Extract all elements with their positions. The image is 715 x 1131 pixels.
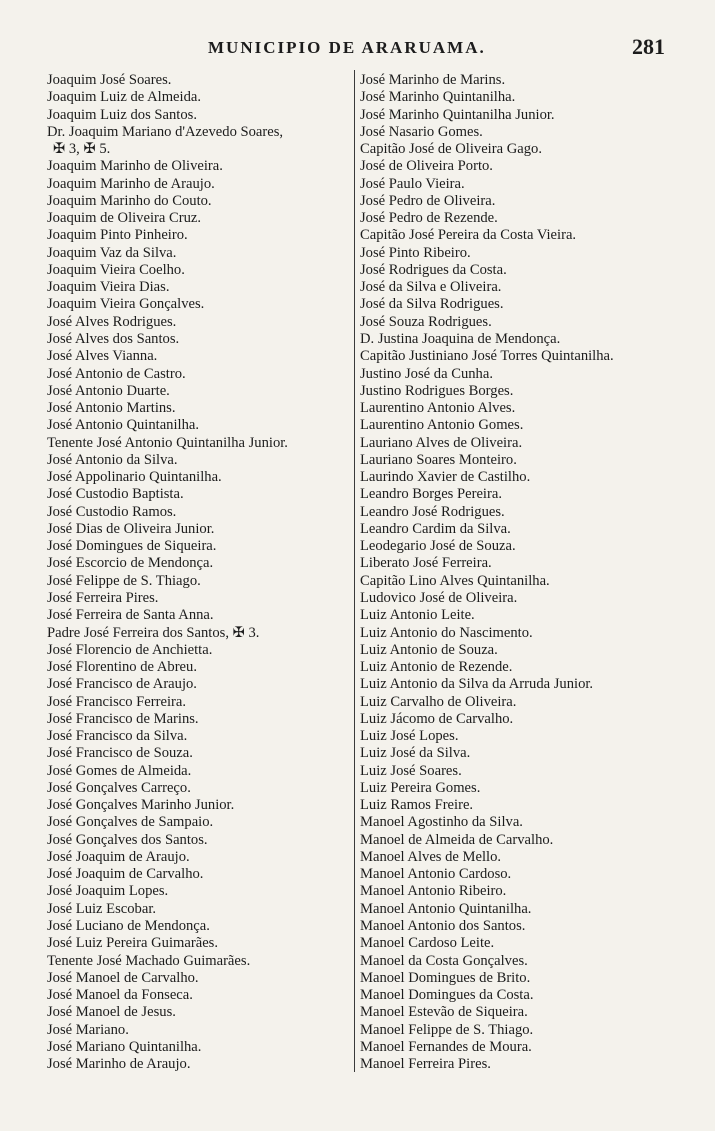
name-entry: José Gomes de Almeida. bbox=[47, 762, 192, 779]
name-entry: José Antonio Duarte. bbox=[47, 382, 170, 399]
page-title: MUNICIPIO DE ARARUAMA. bbox=[208, 38, 486, 57]
name-entry: Joaquim Marinho de Araujo. bbox=[47, 175, 215, 192]
name-entry: Capitão José de Oliveira Gago. bbox=[360, 141, 542, 158]
name-entry: José Florentino de Abreu. bbox=[47, 659, 197, 676]
name-entry: José Gonçalves dos Santos. bbox=[47, 831, 208, 848]
name-entry: Manoel de Almeida de Carvalho. bbox=[360, 831, 554, 848]
name-entry: José Manoel de Jesus. bbox=[47, 1004, 176, 1021]
name-entry: José Marinho Quintanilha Junior. bbox=[360, 106, 555, 123]
name-entry: Luiz José Soares. bbox=[360, 762, 462, 779]
name-entry: José Joaquim Lopes. bbox=[47, 883, 169, 900]
name-entry: José Alves Vianna. bbox=[47, 348, 158, 365]
name-entry: Joaquim Vieira Gonçalves. bbox=[47, 296, 205, 313]
name-entry: Manoel Agostinho da Silva. bbox=[360, 814, 523, 831]
name-entry: José Marinho de Marins. bbox=[360, 72, 506, 88]
name-entry: José Joaquim de Araujo. bbox=[47, 848, 190, 865]
name-entry: Luiz Antonio de Souza. bbox=[360, 641, 498, 658]
name-entry: Laurentino Antonio Gomes. bbox=[360, 417, 524, 434]
name-entry: Manoel Ferreira Pires. bbox=[360, 1056, 491, 1073]
name-entry: José Pinto Ribeiro. bbox=[360, 244, 471, 261]
name-entry: Liberato José Ferreira. bbox=[360, 555, 492, 572]
name-entry: Joaquim Vieira Dias. bbox=[47, 279, 170, 296]
name-entry: Manoel Antonio dos Santos. bbox=[360, 918, 526, 935]
name-entry: Laurindo Xavier de Castilho. bbox=[360, 469, 531, 486]
name-entry: Joaquim Marinho do Couto. bbox=[47, 192, 212, 209]
name-entry: José Gonçalves Marinho Junior. bbox=[47, 797, 235, 814]
name-entry: Manoel da Costa Gonçalves. bbox=[360, 952, 528, 969]
name-entry: Luiz Antonio Leite. bbox=[360, 607, 475, 624]
name-entry: Justino Rodrigues Borges. bbox=[360, 382, 514, 399]
name-entry: José Nasario Gomes. bbox=[360, 123, 483, 140]
name-entry: José Mariano. bbox=[47, 1021, 129, 1038]
name-entry: José Pedro de Oliveira. bbox=[360, 192, 496, 209]
name-entry: Luiz Antonio da Silva da Arruda Junior. bbox=[360, 676, 594, 693]
name-entry: José Pedro de Rezende. bbox=[360, 210, 498, 227]
name-entry: José Antonio da Silva. bbox=[47, 451, 178, 468]
name-entry: Luiz Jácomo de Carvalho. bbox=[360, 710, 514, 727]
name-entry: José Francisco de Araujo. bbox=[47, 676, 197, 693]
name-entry: José Marinho de Araujo. bbox=[47, 1056, 191, 1073]
name-entry: José Alves dos Santos. bbox=[47, 330, 180, 347]
name-entry: Leandro José Rodrigues. bbox=[360, 503, 505, 520]
name-entry: Joaquim Vaz da Silva. bbox=[47, 244, 177, 261]
name-entry: Manoel Antonio Ribeiro. bbox=[360, 883, 507, 900]
column-divider bbox=[354, 70, 355, 1072]
name-entry: Manoel Antonio Quintanilha. bbox=[360, 900, 532, 917]
name-entry: José Felippe de S. Thiago. bbox=[47, 572, 201, 589]
name-entry: José da Silva Rodrigues. bbox=[360, 296, 504, 313]
name-entry: Manoel Alves de Mello. bbox=[360, 848, 502, 865]
name-entry: Luiz Ramos Freire. bbox=[360, 797, 474, 814]
name-entry: José Ferreira de Santa Anna. bbox=[47, 607, 214, 624]
name-entry: Manoel Estevão de Siqueira. bbox=[360, 1004, 528, 1021]
right-name-column bbox=[360, 72, 680, 1073]
name-entry: ✠ 3, ✠ 5. bbox=[53, 141, 111, 158]
left-name-column bbox=[47, 72, 352, 1073]
name-entry: José Luiz Escobar. bbox=[47, 900, 157, 917]
name-entry: Luiz José da Silva. bbox=[360, 745, 471, 762]
name-entry: José Francisco da Silva. bbox=[47, 728, 188, 745]
name-entry: José da Silva e Oliveira. bbox=[360, 279, 502, 296]
name-entry: José Custodio Ramos. bbox=[47, 503, 177, 520]
name-entry: Capitão José Pereira da Costa Vieira. bbox=[360, 227, 577, 244]
name-entry: Lauriano Soares Monteiro. bbox=[360, 451, 517, 468]
name-entry: José Luciano de Mendonça. bbox=[47, 918, 210, 935]
name-entry: José Custodio Baptista. bbox=[47, 486, 184, 503]
name-entry: José Gonçalves de Sampaio. bbox=[47, 814, 214, 831]
name-entry: Luiz Pereira Gomes. bbox=[360, 779, 481, 796]
name-entry: José Rodrigues da Costa. bbox=[360, 261, 507, 278]
name-entry: José Joaquim de Carvalho. bbox=[47, 866, 204, 883]
name-entry: Manoel Domingues da Costa. bbox=[360, 987, 534, 1004]
name-entry: Manoel Fernandes de Moura. bbox=[360, 1038, 532, 1055]
name-entry: Padre José Ferreira dos Santos, ✠ 3. bbox=[47, 624, 260, 641]
name-entry: Capitão Lino Alves Quintanilha. bbox=[360, 572, 550, 589]
name-entry: Luiz Antonio do Nascimento. bbox=[360, 624, 533, 641]
name-entry: Justino José da Cunha. bbox=[360, 365, 493, 382]
name-entry: Leandro Borges Pereira. bbox=[360, 486, 502, 503]
name-entry: Luiz Carvalho de Oliveira. bbox=[360, 693, 517, 710]
page-number: 281 bbox=[632, 34, 665, 59]
name-entry: José Appolinario Quintanilha. bbox=[47, 469, 222, 486]
name-entry: Joaquim José Soares. bbox=[47, 72, 172, 88]
name-entry: José Mariano Quintanilha. bbox=[47, 1038, 202, 1055]
name-entry: José Alves Rodrigues. bbox=[47, 313, 177, 330]
name-entry: Luiz Antonio de Rezende. bbox=[360, 659, 513, 676]
name-entry: José Francisco de Souza. bbox=[47, 745, 193, 762]
name-entry: José Manoel da Fonseca. bbox=[47, 987, 193, 1004]
name-entry: José Gonçalves Carreço. bbox=[47, 779, 191, 796]
name-entry: José Antonio de Castro. bbox=[47, 365, 186, 382]
name-entry: José Manoel de Carvalho. bbox=[47, 969, 199, 986]
name-entry: D. Justina Joaquina de Mendonça. bbox=[360, 330, 561, 347]
name-entry: Joaquim Luiz de Almeida. bbox=[47, 89, 202, 106]
name-entry: Joaquim Luiz dos Santos. bbox=[47, 106, 197, 123]
name-entry: José Ferreira Pires. bbox=[47, 589, 159, 606]
name-entry: José Domingues de Siqueira. bbox=[47, 538, 217, 555]
name-entry: Luiz José Lopes. bbox=[360, 728, 459, 745]
name-entry: Tenente José Machado Guimarães. bbox=[47, 952, 251, 969]
page-header bbox=[0, 34, 715, 66]
name-entry: José Dias de Oliveira Junior. bbox=[47, 520, 215, 537]
name-entry: José Escorcio de Mendonça. bbox=[47, 555, 214, 572]
name-entry: Joaquim Pinto Pinheiro. bbox=[47, 227, 188, 244]
name-entry: Manoel Cardoso Leite. bbox=[360, 935, 495, 952]
name-entry: Joaquim Vieira Coelho. bbox=[47, 261, 185, 278]
name-entry: Manoel Felippe de S. Thiago. bbox=[360, 1021, 534, 1038]
name-entry: José Paulo Vieira. bbox=[360, 175, 465, 192]
name-entry: Joaquim Marinho de Oliveira. bbox=[47, 158, 223, 175]
name-entry: José Marinho Quintanilha. bbox=[360, 89, 516, 106]
name-entry: José Luiz Pereira Guimarães. bbox=[47, 935, 219, 952]
name-entry: José Souza Rodrigues. bbox=[360, 313, 492, 330]
name-entry: Manoel Domingues de Brito. bbox=[360, 969, 531, 986]
name-entry: Dr. Joaquim Mariano d'Azevedo Soares, bbox=[47, 123, 284, 140]
name-entry: José Florencio de Anchietta. bbox=[47, 641, 213, 658]
name-entry: Lauriano Alves de Oliveira. bbox=[360, 434, 523, 451]
name-entry: Tenente José Antonio Quintanilha Junior. bbox=[47, 434, 288, 451]
name-entry: José Antonio Martins. bbox=[47, 400, 176, 417]
name-entry: José de Oliveira Porto. bbox=[360, 158, 493, 175]
name-entry: Laurentino Antonio Alves. bbox=[360, 400, 516, 417]
name-entry: Manoel Antonio Cardoso. bbox=[360, 866, 512, 883]
name-entry: Ludovico José de Oliveira. bbox=[360, 589, 518, 606]
name-entry: Joaquim de Oliveira Cruz. bbox=[47, 210, 202, 227]
name-entry: Leodegario José de Souza. bbox=[360, 538, 516, 555]
name-entry: José Antonio Quintanilha. bbox=[47, 417, 200, 434]
name-entry: Capitão Justiniano José Torres Quintanilha. bbox=[360, 348, 614, 365]
name-entry: José Francisco de Marins. bbox=[47, 710, 199, 727]
name-entry: José Francisco Ferreira. bbox=[47, 693, 186, 710]
name-entry: Leandro Cardim da Silva. bbox=[360, 520, 511, 537]
